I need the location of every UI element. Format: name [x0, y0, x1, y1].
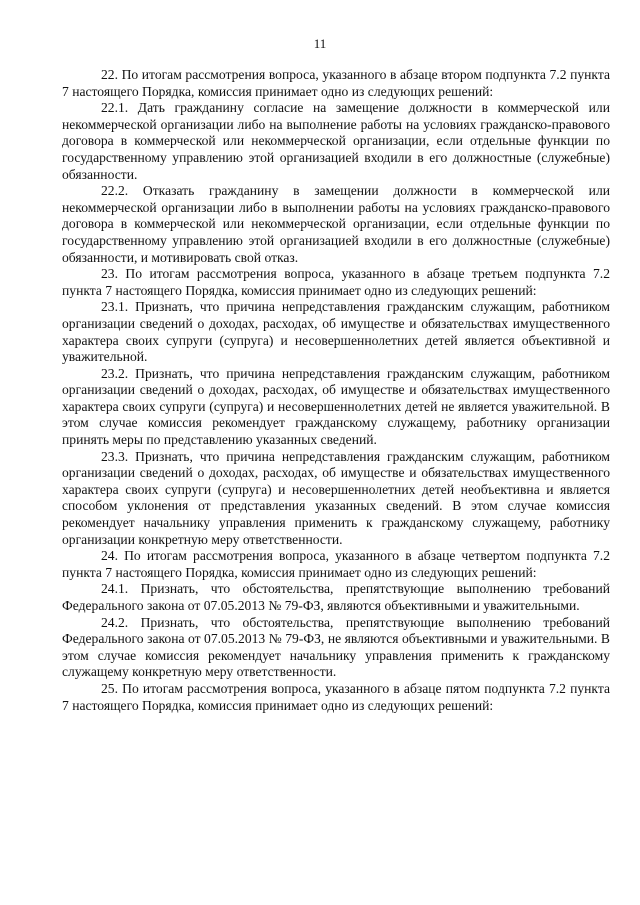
- page-number: 11: [313, 36, 327, 51]
- paragraph-23-2: 23.2. Признать, что причина непредставления гражданским служащим, работником организации сведений о доходах, расходах, об имуществе и обязательствах имущественного характера своих супруги (супруга) и несовершеннолетних детей не является уважительной. В этом случае комиссия рекомендует гражданскому служащему, работнику организации принять меры по представлению указанных сведений.: [62, 365, 610, 448]
- paragraph-23-1: 23.1. Признать, что причина непредставления гражданским служащим, работником организации сведений о доходах, расходах, об имуществе и обязательствах имущественного характера своих супруги (супруга) и несовершеннолетних детей является объективной и уважительной.: [62, 299, 610, 365]
- paragraph-22: 22. По итогам рассмотрения вопроса, указанного в абзаце втором подпункта 7.2 пункта 7 настоящего Порядка, комиссия принимает одно из следующих решений:: [62, 67, 610, 99]
- paragraph-23-3: 23.3. Признать, что причина непредставления гражданским служащим, работником организации сведений о доходах, расходах, об имуществе и обязательствах имущественного характера своих супруги (супруга) и несовершеннолетних детей необъективна и является способом уклонения от представления указанных сведений. В этом случае комиссия рекомендует начальнику управления применить к гражданскому служащему, работнику организации конкретную меру ответственности.: [62, 448, 610, 547]
- paragraph-23: 23. По итогам рассмотрения вопроса, указанного в абзаце третьем подпункта 7.2 пункта 7 настоящего Порядка, комиссия принимает одно из следующих решений:: [62, 266, 610, 298]
- paragraph-25: 25. По итогам рассмотрения вопроса, указанного в абзаце пятом подпункта 7.2 пункта 7 настоящего Порядка, комиссия принимает одно из следующих решений:: [62, 680, 610, 713]
- paragraph-24-1: 24.1. Признать, что обстоятельства, препятствующие выполнению требований Федерального закона от 07.05.2013 № 79-ФЗ, являются объективными и уважительными.: [62, 581, 610, 613]
- document-body: [62, 67, 610, 714]
- paragraph-24-2: 24.2. Признать, что обстоятельства, препятствующие выполнению требований Федерального закона от 07.05.2013 № 79-ФЗ, не являются объективными и уважительными. В этом случае комиссия рекомендует начальнику управления применить к гражданскому служащему конкретную меру ответственности.: [62, 614, 610, 680]
- paragraph-22-2: 22.2. Отказать гражданину в замещении должности в коммерческой или некоммерческой организации либо в выполнении работы на условиях гражданско-правового договора в коммерческой или некоммерческой организации, если отдельные функции по государственному управлению этой организацией входили в его должностные (служебные) обязанности, и мотивировать свой отказ.: [62, 183, 610, 265]
- paragraph-24: 24. По итогам рассмотрения вопроса, указанного в абзаце четвертом подпункта 7.2 пункта 7 настоящего Порядка, комиссия принимает одно из следующих решений:: [62, 548, 610, 580]
- paragraph-22-1: 22.1. Дать гражданину согласие на замещение должности в коммерческой или некоммерческой организации либо на выполнение работы на условиях гражданско-правового договора в коммерческой или некоммерческой организации, если отдельные функции по государственному управлению этой организацией входили в его должностные (служебные) обязанности.: [62, 100, 610, 182]
